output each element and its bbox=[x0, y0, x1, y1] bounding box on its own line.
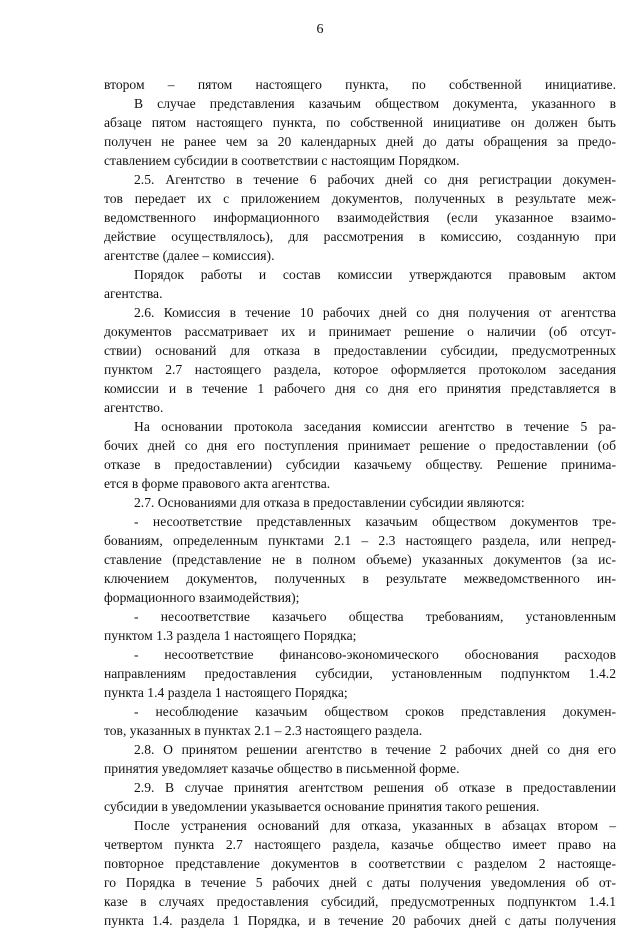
document-body bbox=[104, 75, 616, 930]
text-line: принятия уведомляет казачье общество в письменной форме. bbox=[104, 761, 460, 776]
text-line: После устранения оснований для отказа, указанных в абзацах втором – bbox=[134, 818, 616, 833]
text-line: пунктом 2.7 настоящего раздела, которое оформляется протоколом заседания bbox=[104, 362, 616, 377]
text-line: агентства. bbox=[104, 286, 163, 301]
text-line: тов передает их с приложением документов, полученных в результате меж- bbox=[104, 191, 616, 206]
text-line: го Порядка в течение 5 рабочих дней с даты получения уведомления об от- bbox=[104, 875, 616, 890]
text-line: - несоблюдение казачьим обществом сроков представления докумен- bbox=[134, 704, 616, 719]
text-line: формационного взаимодействия); bbox=[104, 590, 300, 605]
text-line: отказе в предоставлении) субсидии казачьему обществу. Решение принима- bbox=[104, 457, 616, 472]
text-line: В случае представления казачьим обществом документа, указанного в bbox=[134, 96, 616, 111]
text-line: бочих дней со дня его поступления принимает решение о предоставлении (об bbox=[104, 438, 616, 453]
text-line: тов, указанных в пунктах 2.1 – 2.3 настоящего раздела. bbox=[104, 723, 423, 738]
text-line: казе в случаях предоставления субсидий, предусмотренных подпунктом 1.4.1 bbox=[104, 894, 616, 909]
text-line: документов рассматривает их и принимает решение о наличии (об отсут- bbox=[104, 324, 616, 339]
text-line: агентстве (далее – комиссия). bbox=[104, 248, 275, 263]
text-line: пункта 1.4. раздела 1 Порядка, и в течение 20 рабочих дней с даты получения bbox=[104, 913, 616, 928]
text-line: 2.6. Комиссия в течение 10 рабочих дней со дня получения от агентства bbox=[134, 305, 616, 320]
text-line: втором – пятом настоящего пункта, по собственной инициативе. bbox=[104, 77, 616, 92]
page-number: 6 bbox=[316, 22, 324, 37]
text-line: пункта 1.4 раздела 1 настоящего Порядка; bbox=[104, 685, 348, 700]
text-line: На основании протокола заседания комиссии агентство в течение 5 ра- bbox=[134, 419, 616, 434]
text-line: пунктом 1.3 раздела 1 настоящего Порядка; bbox=[104, 628, 357, 643]
text-line: ведомственного информационного взаимодействия (если указанное взаимо- bbox=[104, 210, 616, 225]
text-line: комиссии и в течение 1 рабочего дня со дня его принятия представляется в bbox=[104, 381, 616, 396]
text-line: ется в форме правового акта агентства. bbox=[104, 476, 331, 491]
text-line: - несоответствие финансово-экономического обоснования расходов bbox=[134, 647, 616, 662]
text-line: агентство. bbox=[104, 400, 164, 415]
text-line: субсидии в уведомлении указывается основание принятия такого решения. bbox=[104, 799, 540, 814]
text-line: 2.9. В случае принятия агентством решения об отказе в предоставлении bbox=[134, 780, 616, 795]
text-line: направлениям предоставления субсидии, установленным подпунктом 1.4.2 bbox=[104, 666, 616, 681]
text-line: бованиям, определенным пунктами 2.1 – 2.3 настоящего раздела, или непред- bbox=[104, 533, 616, 548]
text-line: действие осуществлялось), для рассмотрения в комиссию, созданную при bbox=[104, 229, 616, 244]
text-line: ствии) оснований для отказа в предоставлении субсидии, предусмотренных bbox=[104, 343, 616, 358]
text-line: получен не ранее чем за 20 календарных дней до даты обращения за предо- bbox=[104, 134, 616, 149]
text-line: 2.5. Агентство в течение 6 рабочих дней со дня регистрации докумен- bbox=[134, 172, 616, 187]
text-line: ставлением субсидии в соответствии с настоящим Порядком. bbox=[104, 153, 460, 168]
text-line: ставление (представление не в полном объеме) указанных документов (за ис- bbox=[104, 552, 616, 567]
text-line: - несоответствие казачьего общества требованиям, установленным bbox=[134, 609, 616, 624]
text-line: 2.8. О принятом решении агентство в течение 2 рабочих дней со дня его bbox=[134, 742, 616, 757]
text-line: ключением документов, полученных в результате межведомственного ин- bbox=[104, 571, 616, 586]
text-line: четвертом пункта 2.7 настоящего раздела, казачье общество имеет право на bbox=[104, 837, 616, 852]
text-line: повторное представление документов в соответствии с разделом 2 настояще- bbox=[104, 856, 616, 871]
text-line: 2.7. Основаниями для отказа в предоставлении субсидии являются: bbox=[134, 495, 525, 510]
text-line: абзаце пятом настоящего пункта, по собственной инициативе он должен быть bbox=[104, 115, 616, 130]
text-line: Порядок работы и состав комиссии утверждаются правовым актом bbox=[134, 267, 616, 282]
text-line: - несоответствие представленных казачьим обществом документов тре- bbox=[134, 514, 616, 529]
